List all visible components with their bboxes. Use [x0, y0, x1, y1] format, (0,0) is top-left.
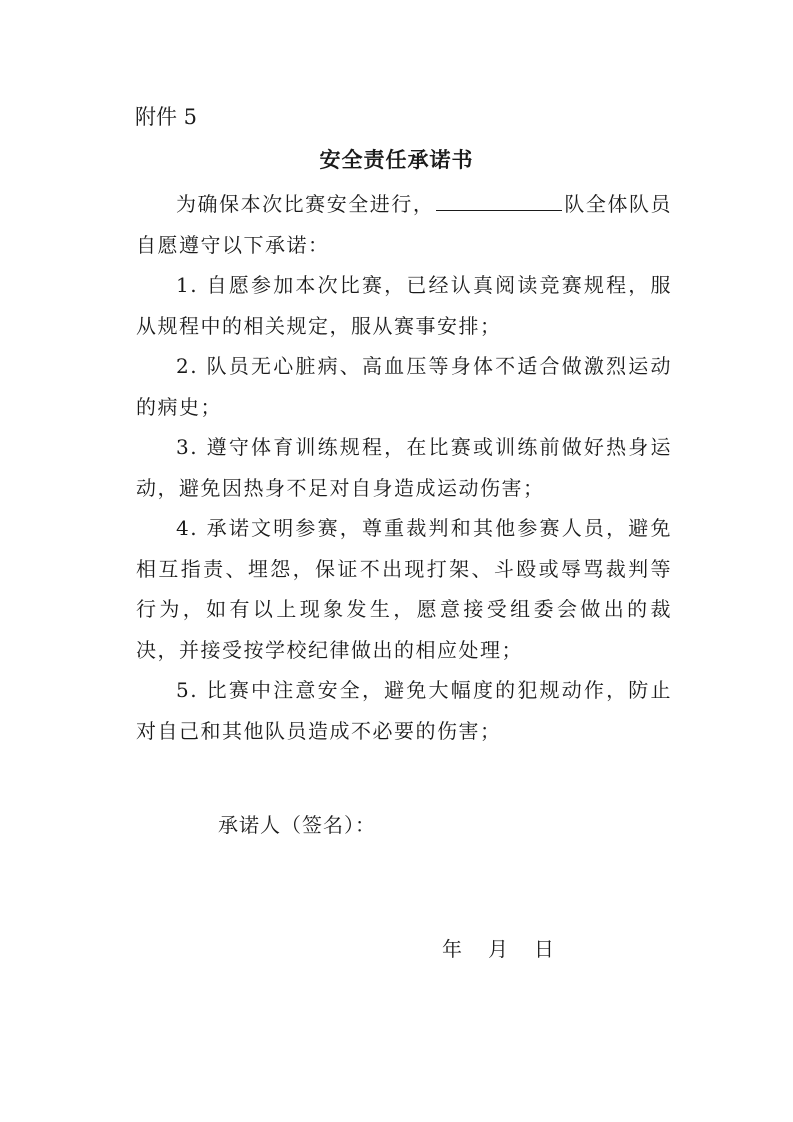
commitment-item-1: 1. 自愿参加本次比赛，已经认真阅读竞赛规程，服从规程中的相关规定，服从赛事安排；: [136, 273, 672, 338]
date-month-label: 月: [488, 937, 508, 961]
signature-label: 承诺人（签名）：: [218, 813, 376, 837]
date-year-label: 年: [442, 937, 462, 961]
document-title: 安全责任承诺书: [319, 147, 474, 172]
commitment-item-2: 2. 队员无心脏病、高血压等身体不适合做激烈运动的病史；: [136, 354, 672, 419]
commitment-item-4: 4. 承诺文明参赛，尊重裁判和其他参赛人员，避免相互指责、埋怨，保证不出现打架、斗殴或辱骂裁判等行为，如有以上现象发生，愿意接受组委会做出的裁决，并接受按学校纪律做出的相应处理；: [136, 516, 672, 662]
intro-paragraph: [136, 184, 672, 265]
document-body: [136, 184, 672, 751]
commitment-item-5: 5. 比赛中注意安全，避免大幅度的犯规动作，防止对自己和其他队员造成不必要的伤害；: [136, 678, 672, 743]
intro-text-before: 为确保本次比赛安全进行，: [176, 192, 435, 216]
attachment-label: 附件 5: [135, 105, 198, 129]
team-name-blank[interactable]: [436, 188, 562, 211]
commitment-item-3: 3. 遵守体育训练规程，在比赛或训练前做好热身运动，避免因热身不足对自身造成运动伤害；: [136, 435, 672, 500]
intro-text-after: 队全体队员自愿遵守以下承诺：: [136, 192, 673, 257]
date-day-label: 日: [534, 937, 554, 961]
date-line: [442, 934, 554, 964]
